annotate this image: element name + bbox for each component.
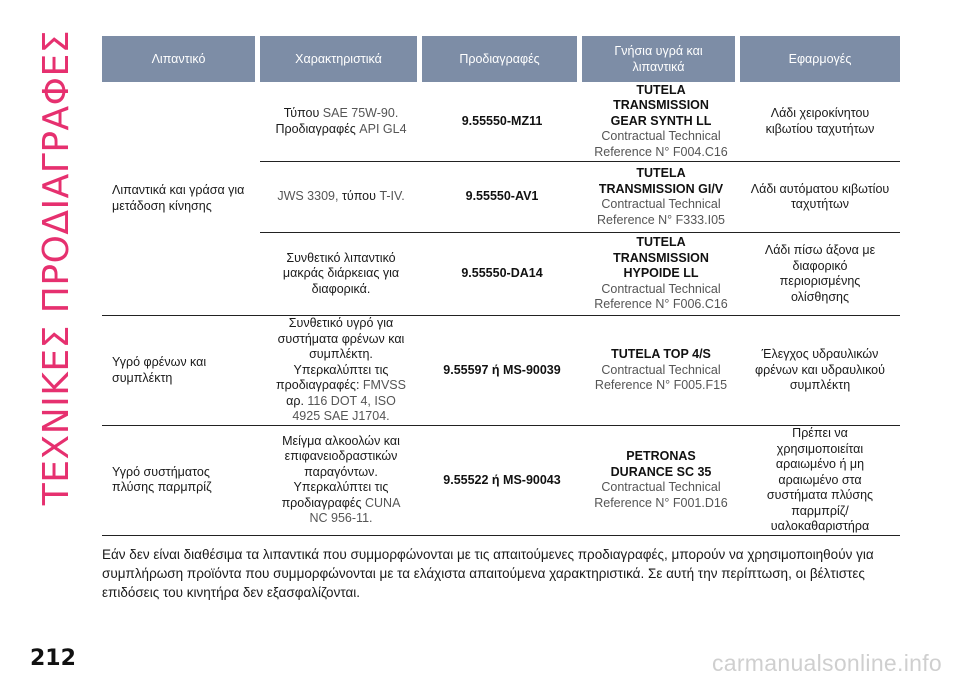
genuine-name: TUTELA TRANSMISSION GEAR SYNTH LL	[610, 82, 712, 128]
header-lubricant: Λιπαντικό	[102, 36, 260, 82]
header-genuine-fluids	[582, 36, 740, 82]
char-block	[275, 434, 407, 527]
section-title-text: ΤΕΧΝΙΚΕΣ ΠΡΟΔΙΑΓΡΑΦΕΣ	[35, 30, 77, 506]
spec-cell: 9.55550-AV1	[422, 162, 582, 233]
header-characteristics: Χαρακτηριστικά	[260, 36, 422, 82]
genuine-ref: Contractual Technical Reference N° F001.D16	[594, 480, 728, 510]
char-label: Προδιαγραφές	[275, 121, 356, 136]
characteristics-cell	[260, 162, 422, 233]
genuine-ref: Contractual Technical Reference N° F004.C16	[594, 129, 728, 159]
table-row	[102, 82, 900, 162]
genuine-ref: Contractual Technical Reference N° F006.C16	[594, 281, 728, 312]
header-applications: Εφαρμογές	[740, 36, 900, 82]
char-value: T-IV.	[379, 189, 405, 204]
genuine-cell	[582, 426, 740, 536]
application-cell: Λάδι χειροκίνητου κιβωτίου ταχυτήτων	[740, 82, 900, 162]
spec-cell: 9.55550-DA14	[422, 233, 582, 316]
genuine-name: TUTELA TOP 4/S	[611, 347, 711, 362]
char-value: CUNA NC 956-11.	[309, 495, 401, 526]
lubricant-cell: Λιπαντικά και γράσα για μετάδοση κίνησης	[102, 82, 260, 316]
spec-cell: 9.55522 ή MS-90043	[422, 426, 582, 536]
spec-cell: 9.55550-MZ11	[422, 82, 582, 162]
table-header-row	[102, 36, 900, 82]
lubricant-text: Υγρό φρένων και συμπλέκτη	[112, 355, 207, 385]
lubricant-text: Υγρό συστήματος πλύσης παρμπρίζ	[112, 464, 212, 495]
table-row	[102, 316, 900, 426]
genuine-ref: Contractual Technical Reference N° F005.F15	[594, 362, 728, 393]
application-text: Έλεγχος υδραυλικών φρένων και υδραυλικού συμπλέκτη	[755, 347, 885, 393]
char-value: SAE 75W-90.	[322, 106, 399, 120]
genuine-cell	[582, 316, 740, 426]
application-text: Λάδι πίσω άξονα με διαφορικό περιορισμένης ολίσθησης	[764, 243, 876, 304]
section-title	[30, 30, 82, 506]
char-label: Τύπου	[283, 106, 320, 120]
genuine-name: TUTELA TRANSMISSION GI/V	[598, 166, 724, 196]
characteristics-cell	[260, 316, 422, 426]
genuine-cell	[582, 162, 740, 233]
char-value: API GL4	[359, 121, 407, 136]
note-paragraph	[102, 545, 907, 602]
note-text: Εάν δεν είναι διαθέσιμα τα λιπαντικά που συμμορφώνονται με τις απαιτούμενες προδιαγραφές, μπορούν να χρησιμοποιηθούν για συμπλήρωση προϊόντα που συμμορφώνονται με τα ελάχιστα απαιτούμενα χαρακτηριστικά. Σε αυτή την περίπτωση, οι βέλτιστες επιδόσεις του κινητήρα δεν εξασφαλίζονται.	[102, 547, 874, 600]
char-block	[276, 316, 406, 425]
watermark: carmanualsonline.info	[711, 650, 942, 676]
spec-cell: 9.55597 ή MS-90039	[422, 316, 582, 426]
application-cell	[740, 316, 900, 426]
genuine-cell	[582, 82, 740, 162]
characteristics-cell: Συνθετικό λιπαντικό μακράς διάρκειας για διαφορικά.	[260, 233, 422, 316]
application-cell: Λάδι αυτόματου κιβωτίου ταχυτήτων	[740, 162, 900, 233]
characteristics-cell	[260, 426, 422, 536]
application-cell	[740, 426, 900, 536]
genuine-cell	[582, 233, 740, 316]
application-cell	[740, 233, 900, 316]
genuine-name: TUTELA TRANSMISSION HYPOIDE LL	[613, 235, 709, 281]
header-genuine-fluids-text: Γνήσια υγρά και λιπαντικά	[614, 44, 703, 74]
char-label: τύπου	[341, 189, 376, 204]
char-label: αρ.	[286, 393, 304, 408]
application-text: Πρέπει να χρησιμοποιείται αραιωμένο ή μη αραιωμένο στα συστήματα πλύσης παρμπρίζ/ υαλοκαθαριστήρα	[766, 426, 874, 533]
char-label: Μείγμα αλκοολών και επιφανειοδραστικών παραγόντων. Υπερκαλύπτει τις προδιαγραφές	[281, 433, 400, 510]
lubricants-table	[102, 36, 900, 536]
lubricant-cell	[102, 316, 260, 426]
lubricant-cell	[102, 426, 260, 536]
table-row	[102, 426, 900, 536]
char-value: 116 DOT 4, ISO 4925 SAE J1704.	[292, 393, 396, 424]
characteristics-cell	[260, 82, 422, 162]
genuine-name: PETRONAS DURANCE SC 35	[610, 449, 712, 479]
page-number: 212	[30, 646, 76, 671]
header-specifications: Προδιαγραφές	[422, 36, 582, 82]
char-label: Συνθετικό υγρό για συστήματα φρένων και συμπλέκτη. Υπερκαλύπτει τις προδιαγραφές:	[276, 316, 405, 393]
genuine-ref: Contractual Technical Reference N° F333.I05	[597, 197, 725, 227]
char-value: JWS 3309,	[277, 189, 339, 204]
char-value: FMVSS	[362, 378, 406, 393]
